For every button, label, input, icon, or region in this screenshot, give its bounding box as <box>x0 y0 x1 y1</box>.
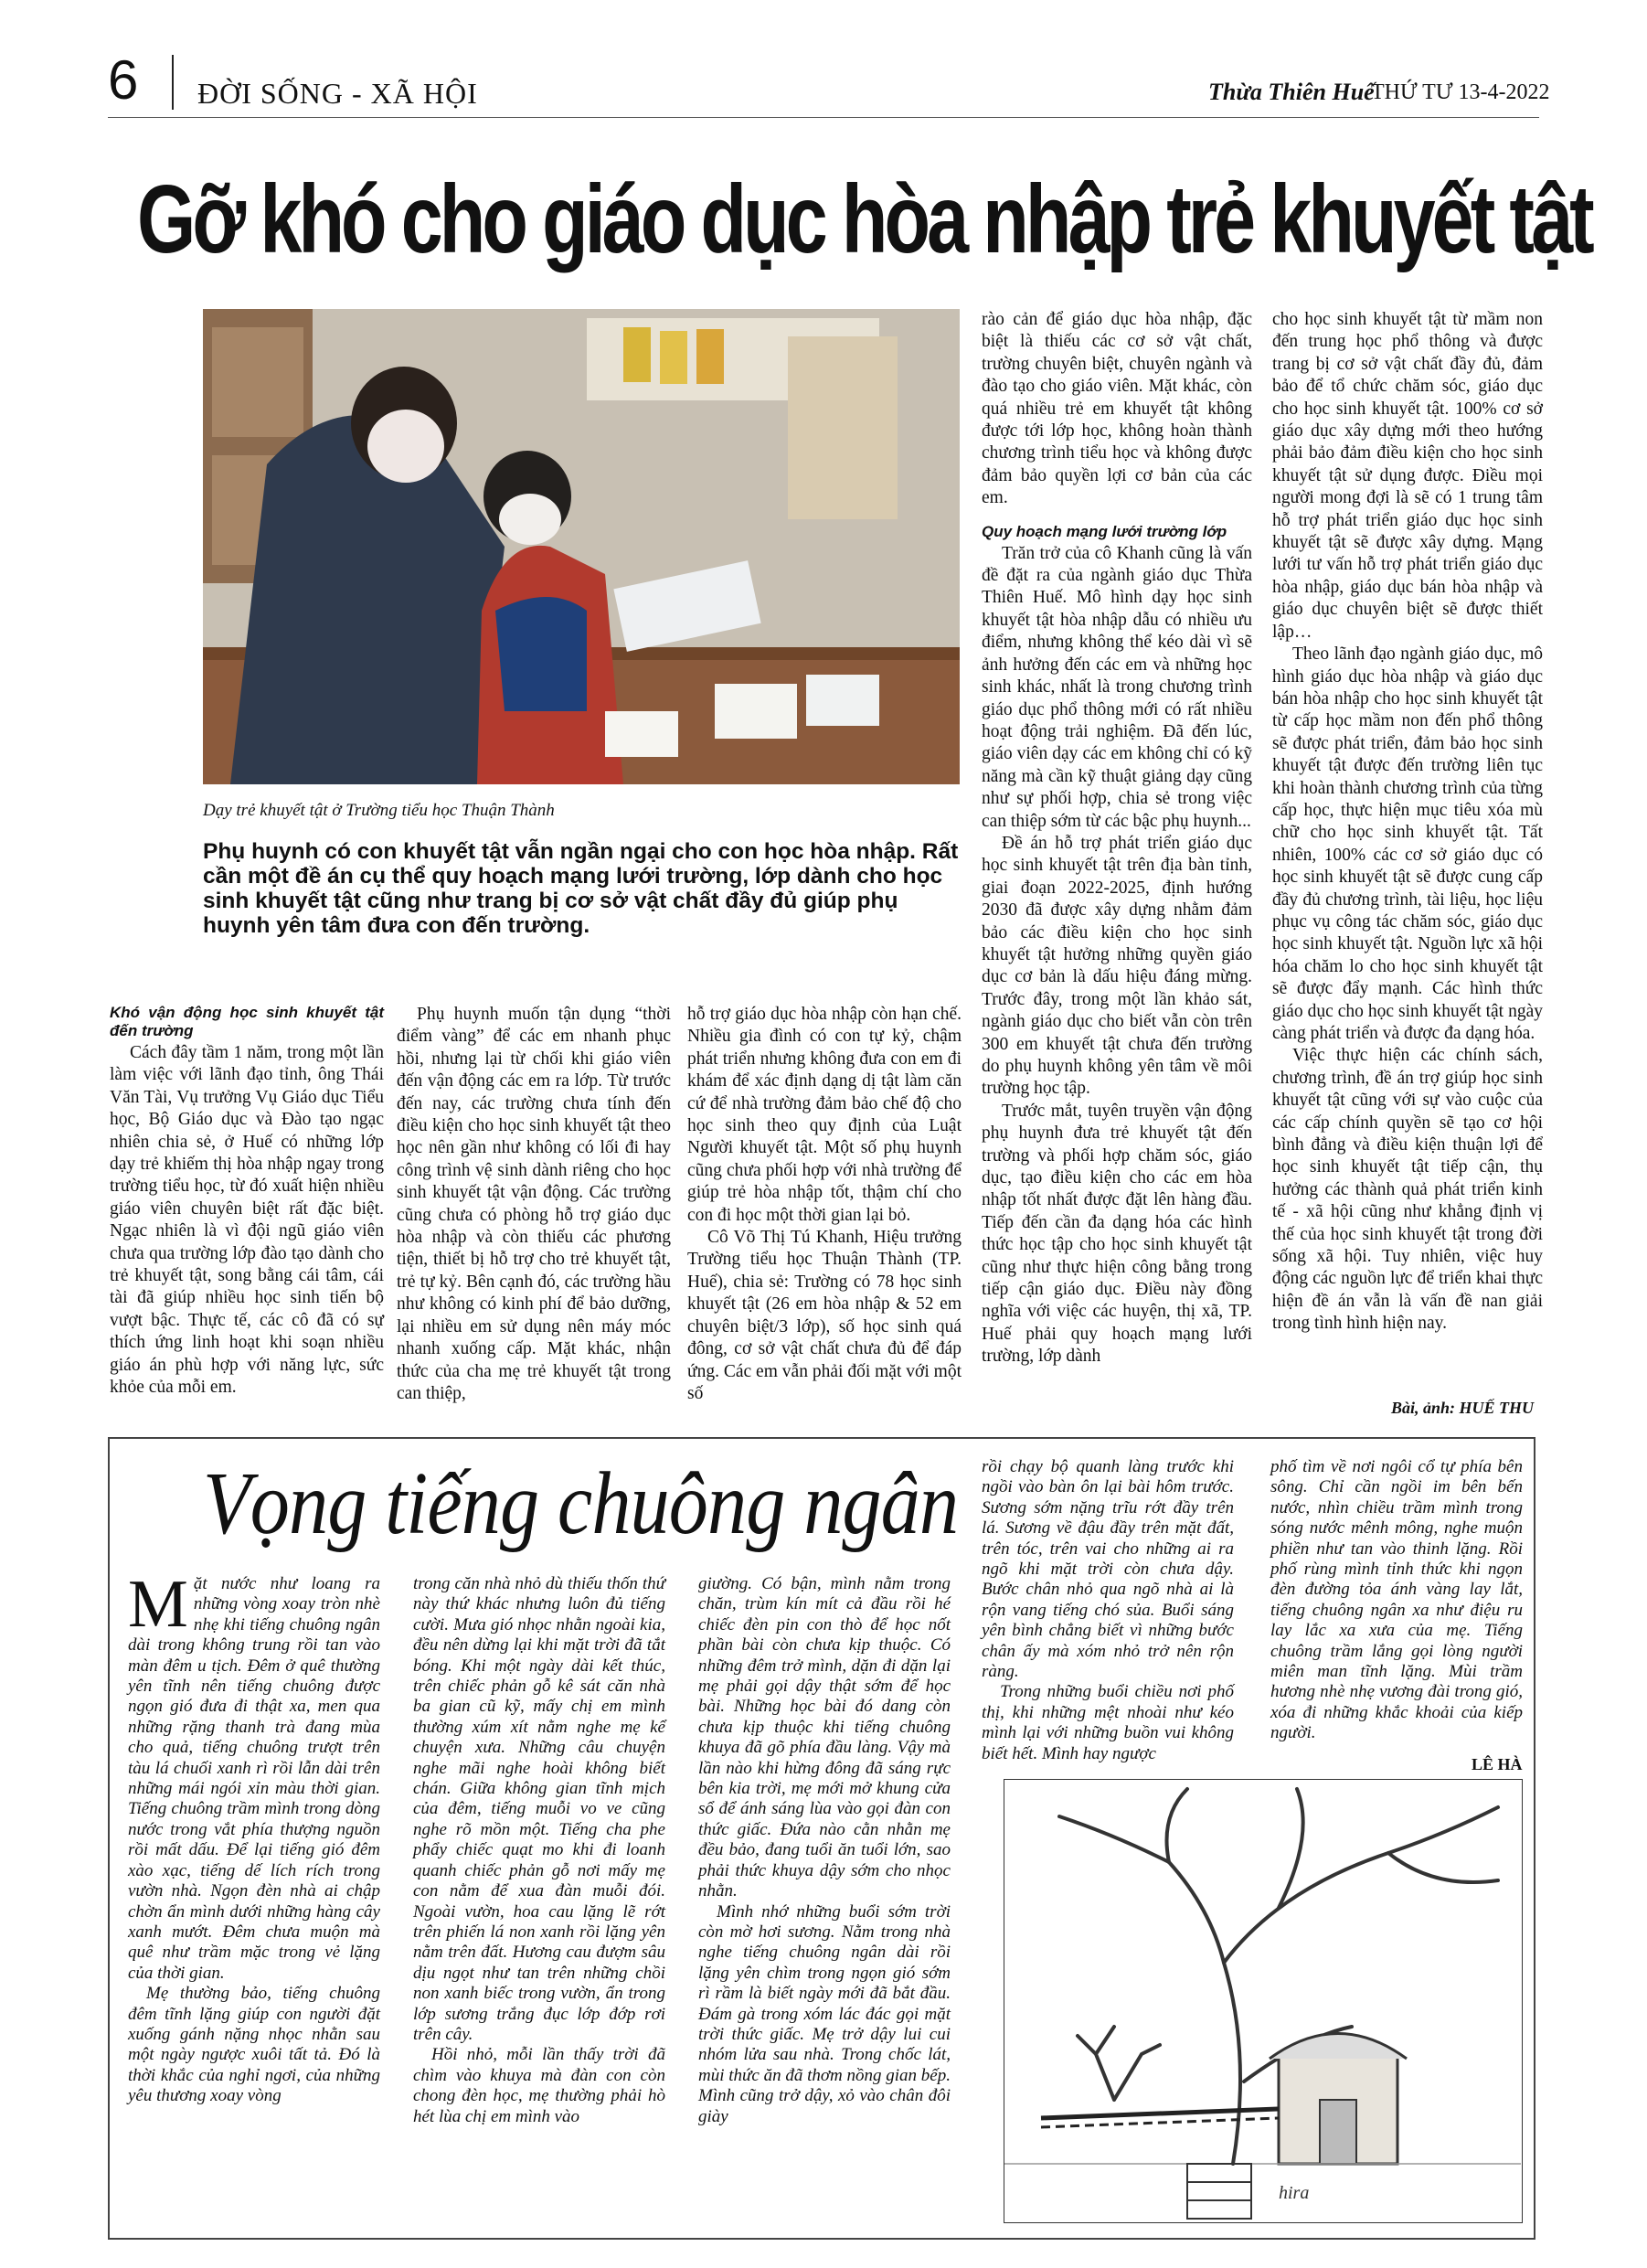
paragraph: Việc thực hiện các chính sách, chương trình, đề án trợ giúp học sinh khuyết tật cũng với sự vào cuộc của các cấp chính quyền sẽ tạo cơ hội bình đẳng và điều kiện thuận lợi để học sinh khuyết tật tiếp cận, thụ hưởng các thành quả phát triển kinh tế - xã hội cũng như khẳng định vị thế của học sinh khuyết tật trong đời sống xã hội. Tuy nhiên, việc huy động các nguồn lực để triển khai thực hiện đề án vẫn là vấn đề nan giải trong tình hình hiện nay. <box>1272 1046 1543 1334</box>
paragraph: Trong những buổi chiều nơi phố thị, khi những mệt nhoài như kéo mình lại với những buồn vui không biết hết. Mình hay ngược <box>982 1682 1234 1763</box>
article-column-2 <box>397 1004 671 1405</box>
paragraph: rào cản để giáo dục hòa nhập, đặc biệt là thiếu các cơ sở vật chất, trường chuyên biệt, chuyên ngành và đào tạo cho giáo viên. Mặt khác, còn quá nhiều trẻ em khuyết tật không được tới lớp học, không hoàn thành chương trình tiểu học và không được đảm bảo quyền lợi cơ bản của các em. <box>982 310 1252 508</box>
illustration-signature: hira <box>1279 2183 1310 2203</box>
header-divider <box>172 55 174 110</box>
header-rule <box>108 117 1539 118</box>
paragraph: trong căn nhà nhỏ dù thiếu thốn thứ này thứ khác nhưng luôn đủ tiếng cười. Mưa gió nhọc nhằn ngoài kia, đều nên dừng lại khi mặt trời đã tắt bóng. Khi một ngày dài kết thúc, trên chiếc phản gỗ kê sát căn nhà ba gian cũ kỹ, mấy chị em mình thường xúm xít nằm nghe mẹ kể chuyện xưa. Những câu chuyện nghe mãi nghe hoài không biết chán. Giữa không gian tĩnh mịch của đêm, tiếng muỗi vo ve cũng nghe rõ mồn một. Tiếng cha phe phẩy chiếc quạt mo khi đi loanh quanh chiếc phản gỗ nơi mấy mẹ con nằm để xua đàn muỗi đói. Ngoài vườn, hoa cau lặng lẽ rớt trên phiến lá non xanh rồi lặng yên nằm trên đất. Hương cau đượm sâu dịu ngọt như tan trên những chồi non xanh biếc trong vườn, ẩn trong lớp sương trắng đục lớp đớp rơi trên cây. <box>413 1574 665 2044</box>
paragraph: Theo lãnh đạo ngành giáo dục, mô hình giáo dục hòa nhập và giáo dục bán hòa nhập cho học sinh khuyết tật từ cấp học mầm non đến phổ thông sẽ được phát triển, đảm bảo học sinh khuyết tật được đến trường liên tục khi hoàn thành chương trình của từng cấp học, thực hiện mục tiêu xóa mù chữ cho học sinh khuyết tật. Tất nhiên, 100% các cơ sở giáo dục có học sinh khuyết tật sẽ được cung cấp đầy đủ chương trình, tài liệu, học liệu phục vụ công tác chăm sóc, giáo dục học sinh khuyết tật. Nguồn lực xã hội hóa chăm lo cho học sinh khuyết tật sẽ được đẩy mạnh. Các hình thức giáo dục cho học sinh khuyết tật ngày càng phát triển và được đa dạng hóa. <box>1272 644 1543 1043</box>
paragraph: Mình nhớ những buổi sớm trời còn mờ hơi sương. Nằm trong nhà nghe tiếng chuông ngân dài rồi lặng yên chìm trong ngọn gió sớm rì rầm là biết ngày mới đã bắt đầu. Đám gà trong xóm lác đác gọi mặt trời thức giấc. Mẹ trở dậy lui cui nhóm lửa sau nhà. Trong chốc lát, mùi thức ăn đã thơm nồng gian bếp. Mình cũng trở dậy, xỏ vào chân đôi giày <box>698 1901 951 2126</box>
byline-name: HUẾ THU <box>1459 1399 1535 1417</box>
paragraph: giường. Có bận, mình nằm trong chăn, trùm kín mít cả đầu rồi hé chiếc đèn pin con thò để học nốt phần bài còn chưa kịp thuộc. Có những đêm trở mình, dặn đi dặn lại mẹ phải gọi dậy thật sớm để học bài. Những học bài đó dang còn chưa kịp thuộc khi tiếng chuông khuya đã gõ phía đầu làng. Vậy mà lần nào khi hừng đông đã sáng rực bên kia trời, mẹ mới mở khung cửa sổ để ánh sáng lùa vào gọi đàn con thức giấc. Đứa nào cằn nhằn mẹ đều bảo, đang tuổi ăn tuổi lớn, sao phải thức khuya dậy sớm cho nhọc nhằn. <box>698 1574 951 1901</box>
paragraph: Phụ huynh muốn tận dụng “thời điểm vàng” để các em nhanh phục hồi, nhưng lại từ chối khi giáo viên đến vận động các em ra lớp. Từ trước đến nay, các trường chưa tính đến điều kiện cho học sinh khuyết tật theo học nên gần như không có lối đi hay công trình vệ sinh dành riêng cho học sinh khuyết tật vận động. Các trường cũng chưa có phòng hỗ trợ giáo dục hòa nhập và còn thiếu các phương tiện, thiết bị hỗ trợ cho trẻ khuyết tật, trẻ tự kỷ. Bên cạnh đó, các trường hầu như không có kinh phí để bảo dưỡng, lại nhiều em sử dụng nên máy móc nhanh xuống cấp. Mặt khác, nhận thức của cha mẹ trẻ khuyết tật trong can thiệp, <box>397 1005 671 1403</box>
paragraph: cho học sinh khuyết tật từ mầm non đến trung học phổ thông và được trang bị cơ sở vật chất đầy đủ, đảm bảo để tổ chức chăm sóc, giáo dục cho học sinh khuyết tật. 100% cơ sở giáo dục xây dựng mới theo hướng phải bảo đảm điều kiện cho học sinh khuyết tật sử dụng được. Điều mọi người mong đợi là sẽ có 1 trung tâm hỗ trợ phát triển giáo dục học sinh khuyết tật sẽ được xây dựng. Mạng lưới tư vấn hỗ trợ phát triển giáo dục hòa nhập, giáo dục bán hòa nhập và giáo dục chuyên biệt sẽ được thiết lập… <box>1272 310 1543 642</box>
paragraph: rồi chạy bộ quanh làng trước khi ngồi vào bàn ôn lại bài hôm trước. Sương sớm nặng trĩu rớt đầy trên lá. Sương về đậu đầy trên mặt đất, trên tóc, trên vai cho những ai ra ngõ khi mặt trời còn chưa dậy. Bước chân nhỏ qua ngõ nhà ai là rộn vang tiếng chó sủa. Buổi sáng yên bình chẳng biết vì những bước chân ấy mà xóm nhỏ trở nên rộn ràng. <box>982 1457 1234 1682</box>
article-column-4 <box>982 309 1252 1368</box>
essay-column-2 <box>413 1574 665 2127</box>
photo-caption: Dạy trẻ khuyết tật ở Trường tiểu học Thuận Thành <box>203 801 555 820</box>
classroom-photo-illustration <box>203 309 960 784</box>
essay-author: LÊ HÀ <box>1472 1755 1523 1773</box>
paragraph: Cô Võ Thị Tú Khanh, Hiệu trưởng Trường tiểu học Thuận Thành (TP. Huế), chia sẻ: Trường có 78 học sinh khuyết tật (26 em hòa nhập & 52 em chuyên biệt/3 lớp), số học sinh quá đông, cơ sở vật chất chưa đủ để đáp ứng. Các em vẫn phải đối mặt với một số <box>687 1228 962 1403</box>
article-column-3 <box>687 1004 962 1405</box>
paragraph: ặt nước như loang ra những vòng xoay tròn nhè nhẹ khi tiếng chuông ngân dài trong không trung rồi tan vào màn đêm u tịch. Đêm ở quê thường yên tĩnh nên tiếng chuông được ngọn gió đưa đi thật xa, men qua những rặng thanh trà đang mùa cho quả, tiếng chuông trượt trên tàu lá chuối xanh rì rồi lẫn dài trên những mái ngói xỉn màu thời gian. Tiếng chuông trầm mình trong dòng nước trong vắt phía thượng nguồn rồi mất dấu. Để lại tiếng gió đêm xào xạc, tiếng dế lích rích trong vườn nhà. Ngọn đèn nhà ai chập chờn ẩn mình dưới những hàng cây xanh mướt. Đêm chưa muộn mà quê như trầm mặc trong vẻ lặng của thời gian. <box>128 1574 380 1983</box>
article-headline: Gỡ khó cho giáo dục hòa nhập trẻ khuyết tật <box>137 165 1591 273</box>
newspaper-name: Thừa Thiên Huế <box>1208 79 1375 105</box>
paragraph: phố tìm về nơi ngôi cổ tự phía bên sông. Chỉ cần ngồi im bên bến nước, nhìn chiều trầm mình trong sóng nước mênh mông, nghe muộn phiền như tan vào thinh lặng. Rồi phố rùng mình tỉnh thức khi ngọn đèn đường tỏa ánh vàng lay lắt, tiếng chuông ngân xa như điệu ru lay lắc xa xưa của mẹ. Tiếng chuông trầm lắng gọi lòng người miên man tĩnh lặng. Mùi trầm hương nhè nhẹ vương đài trong gió, xóa đi những khắc khoải của kiếp người. <box>1270 1457 1523 1743</box>
paragraph: Trăn trở của cô Khanh cũng là vấn đề đặt ra của ngành giáo dục Thừa Thiên Huế. Mô hình dạy học sinh khuyết tật hòa nhập dẫu có nhiều ưu điểm, nhưng không thể kéo dài vì sẽ ảnh hưởng đến các em và những học sinh khác, nhất là trong chương trình giáo dục phổ thông mới có rất nhiều hoạt động trải nghiệm. Đã đến lúc, giáo viên dạy các em không chỉ có kỹ năng mà cần kỹ thuật giảng dạy cũng như sự phối hợp, chia sẻ trong việc can thiệp sớm từ các bậc phụ huynh... <box>982 543 1252 831</box>
subheading: Khó vận động học sinh khuyết tật đến trường <box>110 1004 384 1039</box>
page-number: 6 <box>108 49 139 111</box>
dropcap: M <box>128 1567 188 1642</box>
essay-column-4 <box>982 1457 1234 1764</box>
essay-column-5 <box>1270 1457 1523 1744</box>
paragraph: Cách đây tầm 1 năm, trong một lần làm việc với lãnh đạo tỉnh, ông Thái Văn Tài, Vụ trưởng Vụ Giáo dục Tiểu học, Bộ Giáo dục và Đào tạo ngạc nhiên chia sẻ, ở Huế có những lớp dạy trẻ khiếm thị hòa nhập ngay trong trường tiểu học, từ đó xuất hiện nhiều giáo viên chuyên biệt rất đặc biệt. Ngạc nhiên là vì đội ngũ giáo viên chưa qua trường lớp đào tạo dành cho trẻ khuyết tật, song bằng cái tâm, cái tài đã giúp nhiều học sinh tiến bộ vượt bậc. Thực tế, các cô đã có sự thích ứng linh hoạt khi soạn nhiều giáo án phù hợp với năng lực, sức khỏe của mỗi em. <box>110 1043 384 1398</box>
essay-column-1 <box>128 1567 380 2107</box>
article-photo <box>203 309 960 784</box>
article-column-5 <box>1272 309 1543 1336</box>
article-column-1 <box>110 1004 384 1400</box>
paragraph: Mẹ thường bảo, tiếng chuông đêm tĩnh lặng giúp con người đặt xuống gánh nặng nhọc nhằn sau một ngày ngược xuôi tất tả. Đó là thời khắc của nghỉ ngơi, của những yêu thương xoay vòng <box>128 1984 380 2106</box>
byline-label: Bài, ảnh: <box>1391 1399 1456 1417</box>
essay-column-3 <box>698 1574 951 2127</box>
issue-date: THỨ TƯ 13-4-2022 <box>1371 80 1550 104</box>
paragraph: Trước mắt, tuyên truyền vận động phụ huynh đưa trẻ khuyết tật đến trường và phối hợp chăm sóc, giáo dục, tạo điều kiện cho các em hòa nhập tốt nhất được đặt lên hàng đầu. Tiếp đến cần đa dạng hóa các hình thức học tập cho học sinh khuyết tật cũng như thực hiện công bằng trong tiếp cận giáo dục. Điều này đồng nghĩa với việc các huyện, thị xã, TP. Huế phải quy hoạch mạng lưới trường, lớp dành <box>982 1101 1252 1367</box>
article-lead: Phụ huynh có con khuyết tật vẫn ngần ngại cho con học hòa nhập. Rất cần một đề án cụ thể quy hoạch mạng lưới trường, lớp dành cho học sinh khuyết tật cũng như trang bị cơ sở vật chất đầy đủ giúp phụ huynh yên tâm đưa con đến trường. <box>203 839 959 938</box>
paragraph: Đề án hỗ trợ phát triển giáo dục học sinh khuyết tật trên địa bàn tỉnh, giai đoạn 2022-2025, định hướng 2030 đã được xây dựng nhằm đảm bảo các điều kiện cho học sinh khuyết tật hưởng những quyền giáo dục cơ bản là dấu hiệu đáng mừng. Trước đây, trong một lần khảo sát, ngành giáo dục cho biết vẫn còn trên 300 em khuyết tật chưa đến trường do phụ huynh không yên tâm về môi trường học tập. <box>982 833 1252 1099</box>
article-byline <box>1391 1399 1534 1418</box>
essay-illustration <box>1004 1779 1523 2223</box>
essay-title: Vọng tiếng chuông ngân <box>203 1454 959 1553</box>
subheading: Quy hoạch mạng lưới trường lớp <box>982 522 1227 540</box>
tree-house-drawing <box>1004 1780 1521 2221</box>
paragraph: hỗ trợ giáo dục hòa nhập còn hạn chế. Nhiều gia đình có con tự kỷ, chậm phát triển nhưng không đưa con em đi khám để xác định dạng dị tật làm căn cứ để nhà trường đảm bảo chế độ cho học sinh theo quy định của Luật Người khuyết tật. Một số phụ huynh cũng chưa phối hợp với nhà trường để giúp trẻ hòa nhập tốt, thậm chí cho con đi học một thời gian lại bỏ. <box>687 1005 962 1225</box>
section-name: ĐỜI SỐNG - XÃ HỘI <box>197 77 478 110</box>
paragraph: Hồi nhỏ, mỗi lần thấy trời đã chìm vào khuya mà đàn con còn chong đèn học, mẹ thường phải hò hét lùa chị em mình vào <box>413 2045 665 2126</box>
